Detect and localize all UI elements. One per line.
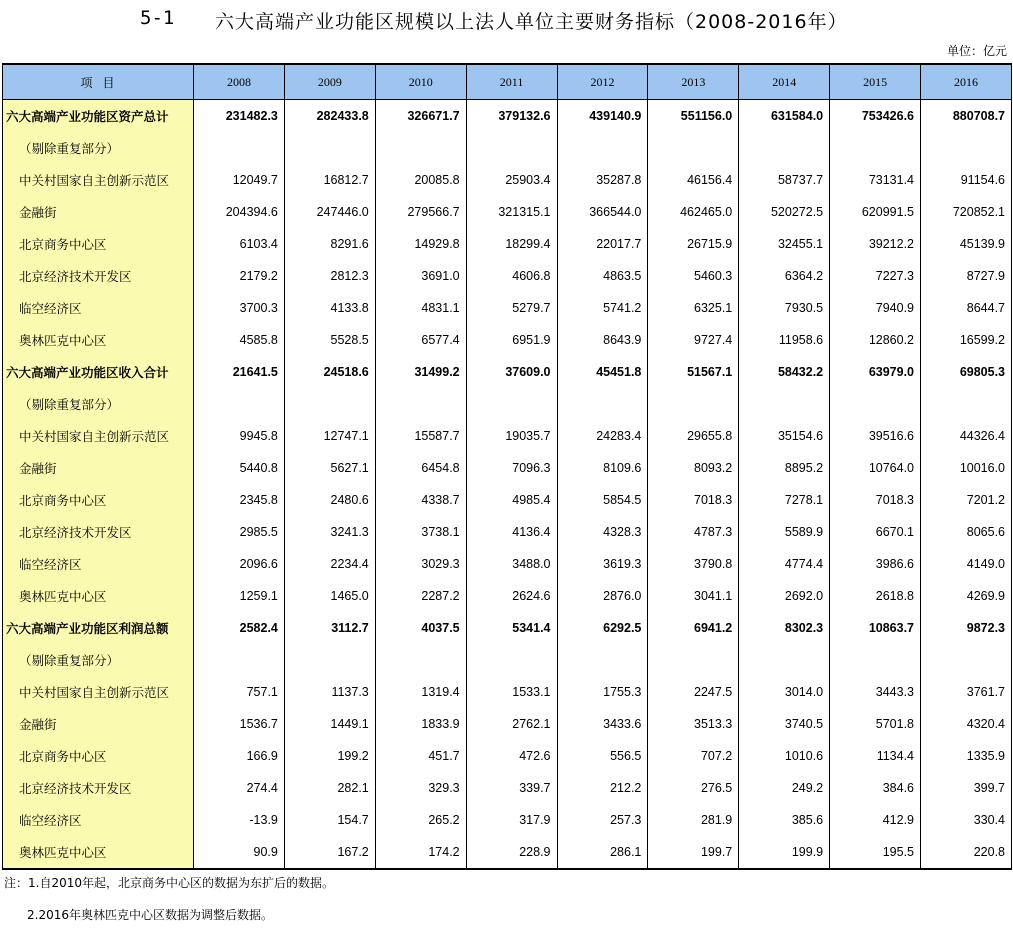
row-label: 奥林匹克中心区: [3, 324, 194, 356]
table-row: [3, 100, 1012, 133]
table-number: 5-1: [140, 7, 175, 29]
table-row: [3, 580, 1012, 612]
table-cell: 2179.2: [194, 260, 285, 292]
table-cell: 279566.7: [375, 196, 466, 228]
table-cell: 2624.6: [466, 580, 557, 612]
table-cell: 1755.3: [557, 676, 648, 708]
table-cell: 329.3: [375, 772, 466, 804]
table-cell: 265.2: [375, 804, 466, 836]
table-cell: 1465.0: [284, 580, 375, 612]
note-2: 2.2016年奥林匹克中心区数据为调整后数据。: [27, 908, 273, 922]
table-cell: 3738.1: [375, 516, 466, 548]
table-cell: 6364.2: [739, 260, 830, 292]
table-row: [3, 644, 1012, 676]
financial-table: [2, 63, 1012, 870]
row-label: 临空经济区: [3, 804, 194, 836]
table-cell: 8093.2: [648, 452, 739, 484]
table-cell: [375, 132, 466, 164]
table-cell: 5460.3: [648, 260, 739, 292]
header-year: 2009: [284, 64, 375, 100]
page-title: [0, 5, 1013, 33]
table-cell: 247446.0: [284, 196, 375, 228]
table-cell: 6292.5: [557, 612, 648, 644]
table-cell: 286.1: [557, 836, 648, 869]
table-cell: 5627.1: [284, 452, 375, 484]
table-cell: 1319.4: [375, 676, 466, 708]
table-cell: 1010.6: [739, 740, 830, 772]
row-label: 六大高端产业功能区利润总额: [3, 612, 194, 644]
table-row: [3, 708, 1012, 740]
table-cell: 5528.5: [284, 324, 375, 356]
table-cell: 1137.3: [284, 676, 375, 708]
table-cell: 32455.1: [739, 228, 830, 260]
table-cell: 620991.5: [830, 196, 921, 228]
table-cell: 14929.8: [375, 228, 466, 260]
table-cell: 10863.7: [830, 612, 921, 644]
table-cell: 753426.6: [830, 100, 921, 133]
table-row: [3, 612, 1012, 644]
table-cell: 1536.7: [194, 708, 285, 740]
table-cell: 22017.7: [557, 228, 648, 260]
table-cell: 8895.2: [739, 452, 830, 484]
table-cell: 8109.6: [557, 452, 648, 484]
table-cell: 21641.5: [194, 356, 285, 388]
table-cell: 8291.6: [284, 228, 375, 260]
table-cell: 166.9: [194, 740, 285, 772]
table-cell: 44326.4: [921, 420, 1012, 452]
table-cell: [921, 132, 1012, 164]
table-cell: 4328.3: [557, 516, 648, 548]
table-cell: [830, 644, 921, 676]
table-cell: 45451.8: [557, 356, 648, 388]
table-row: [3, 324, 1012, 356]
table-cell: 12747.1: [284, 420, 375, 452]
row-label: （剔除重复部分）: [3, 644, 194, 676]
table-cell: 4774.4: [739, 548, 830, 580]
table-cell: 720852.1: [921, 196, 1012, 228]
table-cell: 212.2: [557, 772, 648, 804]
table-cell: 282.1: [284, 772, 375, 804]
table-cell: 2692.0: [739, 580, 830, 612]
table-cell: 12049.7: [194, 164, 285, 196]
header-row: [3, 64, 1012, 100]
table-cell: 326671.7: [375, 100, 466, 133]
table-cell: 25903.4: [466, 164, 557, 196]
header-item: 项目: [3, 64, 194, 100]
table-row: [3, 292, 1012, 324]
table-cell: 10016.0: [921, 452, 1012, 484]
table-cell: 6577.4: [375, 324, 466, 356]
table-row: [3, 676, 1012, 708]
table-cell: 3112.7: [284, 612, 375, 644]
table-cell: 46156.4: [648, 164, 739, 196]
table-cell: 24518.6: [284, 356, 375, 388]
table-row: [3, 548, 1012, 580]
table-cell: 4149.0: [921, 548, 1012, 580]
header-year: 2010: [375, 64, 466, 100]
table-cell: 6325.1: [648, 292, 739, 324]
table-cell: 10764.0: [830, 452, 921, 484]
table-cell: 4037.5: [375, 612, 466, 644]
table-row: [3, 836, 1012, 869]
table-cell: 20085.8: [375, 164, 466, 196]
table-cell: 7096.3: [466, 452, 557, 484]
table-cell: 5741.2: [557, 292, 648, 324]
table-cell: [830, 388, 921, 420]
table-cell: 3691.0: [375, 260, 466, 292]
table-cell: [557, 132, 648, 164]
table-cell: 51567.1: [648, 356, 739, 388]
row-label: 六大高端产业功能区资产总计: [3, 100, 194, 133]
table-cell: 366544.0: [557, 196, 648, 228]
table-cell: 707.2: [648, 740, 739, 772]
table-cell: 556.5: [557, 740, 648, 772]
table-cell: 2345.8: [194, 484, 285, 516]
table-cell: 9872.3: [921, 612, 1012, 644]
table-cell: 167.2: [284, 836, 375, 869]
table-cell: [739, 388, 830, 420]
table-cell: 1335.9: [921, 740, 1012, 772]
row-label: 北京经济技术开发区: [3, 516, 194, 548]
table-cell: 1449.1: [284, 708, 375, 740]
table-cell: 19035.7: [466, 420, 557, 452]
table-cell: 9727.4: [648, 324, 739, 356]
table-cell: 2812.3: [284, 260, 375, 292]
table-cell: 11958.6: [739, 324, 830, 356]
table-cell: 29655.8: [648, 420, 739, 452]
table-cell: 6103.4: [194, 228, 285, 260]
table-row: [3, 260, 1012, 292]
table-cell: 4863.5: [557, 260, 648, 292]
table-cell: 7227.3: [830, 260, 921, 292]
table-cell: [648, 132, 739, 164]
row-label: 北京商务中心区: [3, 484, 194, 516]
table-cell: 384.6: [830, 772, 921, 804]
table-cell: 451.7: [375, 740, 466, 772]
table-cell: 2480.6: [284, 484, 375, 516]
row-label: 金融街: [3, 708, 194, 740]
table-cell: 5341.4: [466, 612, 557, 644]
table-cell: 2618.8: [830, 580, 921, 612]
table-cell: 8643.9: [557, 324, 648, 356]
table-cell: 24283.4: [557, 420, 648, 452]
table-cell: 385.6: [739, 804, 830, 836]
table-cell: 5279.7: [466, 292, 557, 324]
table-cell: 35154.6: [739, 420, 830, 452]
header-year: 2015: [830, 64, 921, 100]
table-cell: 4985.4: [466, 484, 557, 516]
table-row: [3, 356, 1012, 388]
table-cell: [284, 388, 375, 420]
table-cell: [648, 644, 739, 676]
table-cell: 204394.6: [194, 196, 285, 228]
table-cell: [466, 132, 557, 164]
row-label: 金融街: [3, 452, 194, 484]
table-cell: 8302.3: [739, 612, 830, 644]
table-cell: 3700.3: [194, 292, 285, 324]
table-cell: 15587.7: [375, 420, 466, 452]
row-label: （剔除重复部分）: [3, 132, 194, 164]
header-year: 2012: [557, 64, 648, 100]
table-cell: 249.2: [739, 772, 830, 804]
table-cell: 3619.3: [557, 548, 648, 580]
table-cell: [466, 388, 557, 420]
row-label: 临空经济区: [3, 548, 194, 580]
table-cell: 2234.4: [284, 548, 375, 580]
table-cell: 39212.2: [830, 228, 921, 260]
table-cell: 18299.4: [466, 228, 557, 260]
table-cell: 37609.0: [466, 356, 557, 388]
table-cell: 220.8: [921, 836, 1012, 869]
table-cell: 7018.3: [830, 484, 921, 516]
table-cell: 4269.9: [921, 580, 1012, 612]
table-cell: 91154.6: [921, 164, 1012, 196]
table-cell: 16599.2: [921, 324, 1012, 356]
table-cell: 439140.9: [557, 100, 648, 133]
table-cell: [648, 388, 739, 420]
table-title: 六大高端产业功能区规模以上法人单位主要财务指标（2008-2016年）: [215, 11, 848, 33]
table-cell: [284, 644, 375, 676]
table-cell: 1134.4: [830, 740, 921, 772]
table-cell: 8727.9: [921, 260, 1012, 292]
table-cell: 3986.6: [830, 548, 921, 580]
table-cell: [830, 132, 921, 164]
table-cell: 2096.6: [194, 548, 285, 580]
table-cell: 7940.9: [830, 292, 921, 324]
table-row: [3, 164, 1012, 196]
table-cell: [194, 644, 285, 676]
header-year: 2011: [466, 64, 557, 100]
table-row: [3, 772, 1012, 804]
table-cell: 551156.0: [648, 100, 739, 133]
table-cell: 199.7: [648, 836, 739, 869]
table-cell: 5440.8: [194, 452, 285, 484]
table-cell: 3241.3: [284, 516, 375, 548]
row-label: 临空经济区: [3, 292, 194, 324]
table-cell: 2985.5: [194, 516, 285, 548]
table-cell: 4831.1: [375, 292, 466, 324]
table-row: [3, 228, 1012, 260]
table-cell: [466, 644, 557, 676]
table-cell: 282433.8: [284, 100, 375, 133]
table-cell: 472.6: [466, 740, 557, 772]
table-cell: 631584.0: [739, 100, 830, 133]
table-cell: 231482.3: [194, 100, 285, 133]
table-cell: 5589.9: [739, 516, 830, 548]
table-cell: 462465.0: [648, 196, 739, 228]
table-cell: 399.7: [921, 772, 1012, 804]
table-row: [3, 804, 1012, 836]
table-cell: 317.9: [466, 804, 557, 836]
table-cell: 3513.3: [648, 708, 739, 740]
table-row: [3, 516, 1012, 548]
row-label: 中关村国家自主创新示范区: [3, 676, 194, 708]
table-cell: 3029.3: [375, 548, 466, 580]
table-cell: 63979.0: [830, 356, 921, 388]
table-cell: 412.9: [830, 804, 921, 836]
row-label: 金融街: [3, 196, 194, 228]
table-cell: 4338.7: [375, 484, 466, 516]
table-cell: [375, 644, 466, 676]
table-row: [3, 420, 1012, 452]
unit-label: 单位：亿元: [946, 44, 1007, 58]
table-cell: 199.9: [739, 836, 830, 869]
table-cell: 880708.7: [921, 100, 1012, 133]
table-cell: 199.2: [284, 740, 375, 772]
table-cell: 520272.5: [739, 196, 830, 228]
table-cell: [921, 388, 1012, 420]
table-cell: 35287.8: [557, 164, 648, 196]
table-row: [3, 740, 1012, 772]
table-cell: [194, 132, 285, 164]
table-cell: 9945.8: [194, 420, 285, 452]
table-row: [3, 388, 1012, 420]
table-cell: 58737.7: [739, 164, 830, 196]
table-cell: 45139.9: [921, 228, 1012, 260]
table-cell: 5854.5: [557, 484, 648, 516]
table-cell: 73131.4: [830, 164, 921, 196]
table-cell: [194, 388, 285, 420]
table-cell: 4585.8: [194, 324, 285, 356]
table-cell: 12860.2: [830, 324, 921, 356]
table-cell: 330.4: [921, 804, 1012, 836]
table-cell: [557, 644, 648, 676]
table-cell: 90.9: [194, 836, 285, 869]
table-cell: 757.1: [194, 676, 285, 708]
table-cell: 7278.1: [739, 484, 830, 516]
table-cell: 174.2: [375, 836, 466, 869]
table-cell: 2247.5: [648, 676, 739, 708]
header-year: 2014: [739, 64, 830, 100]
table-cell: 31499.2: [375, 356, 466, 388]
table-cell: 7930.5: [739, 292, 830, 324]
table-cell: 3488.0: [466, 548, 557, 580]
table-cell: 26715.9: [648, 228, 739, 260]
table-cell: 228.9: [466, 836, 557, 869]
table-cell: 2762.1: [466, 708, 557, 740]
table-row: [3, 452, 1012, 484]
table-cell: 6454.8: [375, 452, 466, 484]
table-cell: 281.9: [648, 804, 739, 836]
row-label: 中关村国家自主创新示范区: [3, 420, 194, 452]
row-label: 北京商务中心区: [3, 228, 194, 260]
table-cell: 321315.1: [466, 196, 557, 228]
table-cell: 6941.2: [648, 612, 739, 644]
table-row: [3, 132, 1012, 164]
table-cell: 3433.6: [557, 708, 648, 740]
table-cell: [739, 132, 830, 164]
table-body: [3, 100, 1012, 870]
table-cell: 339.7: [466, 772, 557, 804]
row-label: 北京经济技术开发区: [3, 772, 194, 804]
table-cell: 7018.3: [648, 484, 739, 516]
table-cell: 3014.0: [739, 676, 830, 708]
table-cell: 4320.4: [921, 708, 1012, 740]
table-cell: 154.7: [284, 804, 375, 836]
table-cell: 7201.2: [921, 484, 1012, 516]
table-cell: 195.5: [830, 836, 921, 869]
table-cell: 3740.5: [739, 708, 830, 740]
table-cell: 1533.1: [466, 676, 557, 708]
table-cell: 3761.7: [921, 676, 1012, 708]
table-cell: [739, 644, 830, 676]
table-cell: 6670.1: [830, 516, 921, 548]
table-row: [3, 196, 1012, 228]
row-label: 中关村国家自主创新示范区: [3, 164, 194, 196]
table-cell: 4606.8: [466, 260, 557, 292]
table-cell: 5701.8: [830, 708, 921, 740]
table-cell: 379132.6: [466, 100, 557, 133]
table-cell: 1259.1: [194, 580, 285, 612]
table-cell: 4136.4: [466, 516, 557, 548]
table-cell: 274.4: [194, 772, 285, 804]
table-cell: 69805.3: [921, 356, 1012, 388]
table-cell: -13.9: [194, 804, 285, 836]
table-cell: 58432.2: [739, 356, 830, 388]
table-cell: [921, 644, 1012, 676]
table-cell: 39516.6: [830, 420, 921, 452]
row-label: 北京经济技术开发区: [3, 260, 194, 292]
table-cell: 8065.6: [921, 516, 1012, 548]
table-cell: 2287.2: [375, 580, 466, 612]
row-label: 奥林匹克中心区: [3, 836, 194, 869]
header-year: 2013: [648, 64, 739, 100]
table-cell: 4787.3: [648, 516, 739, 548]
table-cell: 3443.3: [830, 676, 921, 708]
table-cell: [375, 388, 466, 420]
header-year: 2016: [921, 64, 1012, 100]
table-cell: 2876.0: [557, 580, 648, 612]
table-cell: [557, 388, 648, 420]
table-row: [3, 484, 1012, 516]
row-label: （剔除重复部分）: [3, 388, 194, 420]
table-cell: 257.3: [557, 804, 648, 836]
table-cell: 8644.7: [921, 292, 1012, 324]
table-cell: 3041.1: [648, 580, 739, 612]
row-label: 北京商务中心区: [3, 740, 194, 772]
row-label: 六大高端产业功能区收入合计: [3, 356, 194, 388]
table-cell: 3790.8: [648, 548, 739, 580]
table-cell: 6951.9: [466, 324, 557, 356]
table-cell: 276.5: [648, 772, 739, 804]
table-cell: 16812.7: [284, 164, 375, 196]
row-label: 奥林匹克中心区: [3, 580, 194, 612]
table-cell: [284, 132, 375, 164]
table-cell: 1833.9: [375, 708, 466, 740]
table-cell: 4133.8: [284, 292, 375, 324]
note-1: 注：1.自2010年起，北京商务中心区的数据为东扩后的数据。: [4, 876, 334, 890]
header-year: 2008: [194, 64, 285, 100]
table-cell: 2582.4: [194, 612, 285, 644]
